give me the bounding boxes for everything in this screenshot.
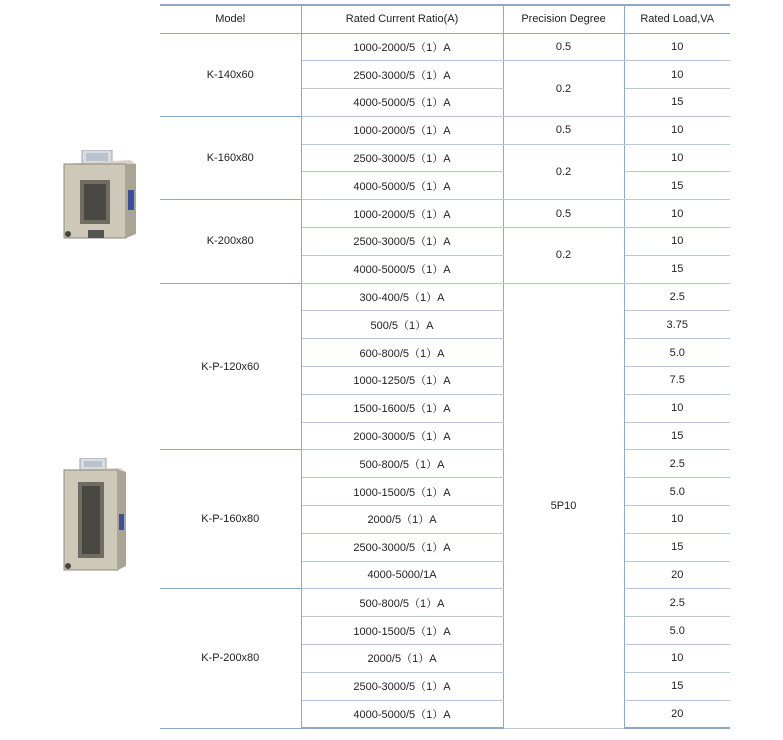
table-row — [160, 116, 730, 144]
ratio-cell: 4000-5000/5（1）A — [301, 700, 503, 728]
ratio-cell: 4000-5000/5（1）A — [301, 89, 503, 117]
ratio-cell: 2500-3000/5（1）A — [301, 672, 503, 700]
load-cell: 2.5 — [624, 283, 730, 311]
load-cell: 2.5 — [624, 589, 730, 617]
load-cell: 10 — [624, 645, 730, 673]
load-cell: 5.0 — [624, 339, 730, 367]
load-cell: 15 — [624, 172, 730, 200]
ratio-cell: 1000-1500/5（1）A — [301, 617, 503, 645]
precision-cell: 0.2 — [503, 228, 624, 284]
load-cell: 15 — [624, 672, 730, 700]
ratio-cell: 4000-5000/5（1）A — [301, 172, 503, 200]
load-cell: 5.0 — [624, 617, 730, 645]
load-cell: 15 — [624, 89, 730, 117]
load-cell: 15 — [624, 255, 730, 283]
load-cell: 15 — [624, 422, 730, 450]
ratio-cell: 500-800/5（1）A — [301, 589, 503, 617]
ratio-cell: 1000-2000/5（1）A — [301, 33, 503, 61]
ratio-cell: 4000-5000/5（1）A — [301, 255, 503, 283]
ratio-cell: 500-800/5（1）A — [301, 450, 503, 478]
table-row — [160, 283, 730, 311]
precision-cell: 0.2 — [503, 61, 624, 117]
table-row — [160, 450, 730, 478]
precision-cell: 5P10 — [503, 283, 624, 728]
load-cell: 15 — [624, 533, 730, 561]
precision-cell: 0.5 — [503, 116, 624, 144]
ratio-cell: 2500-3000/5（1）A — [301, 228, 503, 256]
ratio-cell: 2500-3000/5（1）A — [301, 533, 503, 561]
ratio-cell: 1500-1600/5（1）A — [301, 394, 503, 422]
load-cell: 5.0 — [624, 478, 730, 506]
model-cell: K-P-160x80 — [160, 450, 301, 589]
load-cell: 3.75 — [624, 311, 730, 339]
table-row — [160, 589, 730, 617]
ratio-cell: 300-400/5（1）A — [301, 283, 503, 311]
model-cell: K-140x60 — [160, 33, 301, 116]
table-row — [160, 200, 730, 228]
model-cell: K-200x80 — [160, 200, 301, 283]
ratio-cell: 500/5（1）A — [301, 311, 503, 339]
header-rated-load: Rated Load,VA — [624, 5, 730, 33]
load-cell: 20 — [624, 700, 730, 728]
current-transformer-photo-kp-series — [62, 458, 128, 574]
load-cell: 10 — [624, 394, 730, 422]
ratio-cell: 4000-5000/1A — [301, 561, 503, 589]
ratio-cell: 600-800/5（1）A — [301, 339, 503, 367]
model-cell: K-P-200x80 — [160, 589, 301, 728]
load-cell: 10 — [624, 33, 730, 61]
specification-table — [160, 4, 730, 729]
table-row — [160, 33, 730, 61]
ratio-cell: 2500-3000/5（1）A — [301, 144, 503, 172]
ratio-cell: 2000-3000/5（1）A — [301, 422, 503, 450]
ratio-cell: 1000-1250/5（1）A — [301, 367, 503, 395]
table-header-row — [160, 5, 730, 33]
precision-cell: 0.5 — [503, 200, 624, 228]
load-cell: 2.5 — [624, 450, 730, 478]
ratio-cell: 1000-2000/5（1）A — [301, 200, 503, 228]
header-precision-degree: Precision Degree — [503, 5, 624, 33]
ratio-cell: 1000-1500/5（1）A — [301, 478, 503, 506]
load-cell: 10 — [624, 116, 730, 144]
current-transformer-photo-k-series — [60, 150, 138, 245]
precision-cell: 0.5 — [503, 33, 624, 61]
load-cell: 10 — [624, 61, 730, 89]
load-cell: 10 — [624, 144, 730, 172]
ratio-cell: 2000/5（1）A — [301, 645, 503, 673]
header-rated-current-ratio: Rated Current Ratio(A) — [301, 5, 503, 33]
precision-cell: 0.2 — [503, 144, 624, 200]
load-cell: 10 — [624, 506, 730, 534]
load-cell: 10 — [624, 228, 730, 256]
ratio-cell: 1000-2000/5（1）A — [301, 116, 503, 144]
header-model: Model — [160, 5, 301, 33]
model-cell: K-P-120x60 — [160, 283, 301, 450]
load-cell: 20 — [624, 561, 730, 589]
ratio-cell: 2000/5（1）A — [301, 506, 503, 534]
model-cell: K-160x80 — [160, 116, 301, 199]
ratio-cell: 2500-3000/5（1）A — [301, 61, 503, 89]
load-cell: 10 — [624, 200, 730, 228]
load-cell: 7.5 — [624, 367, 730, 395]
